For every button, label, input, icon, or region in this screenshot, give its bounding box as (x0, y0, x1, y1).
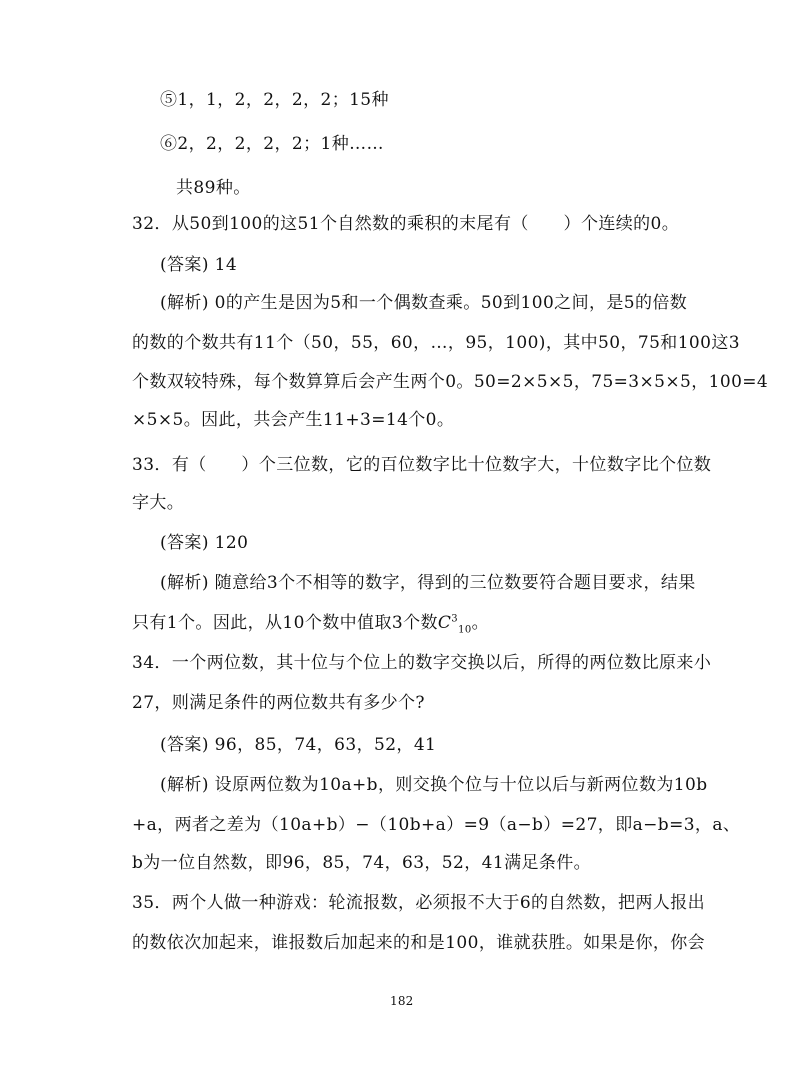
answer-label: (答案) 14 (160, 255, 238, 275)
text-line: 共89种。 (176, 178, 251, 198)
combination-sup: 3 (451, 613, 459, 625)
combination-symbol: C (437, 613, 452, 633)
text-line: ⑤1，1，2，2，2，2；15种 (160, 90, 389, 110)
analysis-line: (解析) 设原两位数为10a+b，则交换个位与十位以后与新两位数为10b (160, 775, 708, 795)
analysis-text-end: 。 (471, 613, 489, 633)
analysis-line: b为一位自然数，即96，85，74，63，52，41满足条件。 (132, 853, 592, 873)
answer-label: (答案) 120 (160, 533, 249, 553)
analysis-line: ×5×5。因此，共会产生11+3=14个0。 (132, 410, 455, 430)
answer-label: (答案) 96，85，74，63，52，41 (160, 735, 437, 755)
question-35-cont: 的数依次加起来，谁报数后加起来的和是100，谁就获胜。如果是你，你会 (132, 933, 706, 953)
combination-sub: 10 (458, 624, 472, 636)
analysis-line: (解析) 随意给3个不相等的数字，得到的三位数要符合题目要求，结果 (160, 573, 696, 593)
analysis-line: 的数的个数共有11个（50，55，60，…，95，100)，其中50，75和100这3 (132, 333, 740, 353)
analysis-line: +a，两者之差为（10a+b）−（10b+a）=9（a−b）=27，即a−b=3，a、 (132, 815, 741, 835)
analysis-line (132, 612, 489, 634)
text-line: ⑥2，2，2，2，2；1种…… (160, 134, 384, 154)
question-33-cont: 字大。 (132, 493, 185, 513)
question-34-cont: 27，则满足条件的两位数共有多少个? (132, 693, 425, 713)
question-33: 33．有（ ）个三位数，它的百位数字比十位数字大，十位数字比个位数 (132, 455, 712, 475)
question-35: 35．两个人做一种游戏：轮流报数，必须报不大于6的自然数，把两人报出 (132, 893, 706, 913)
question-34: 34．一个两位数，其十位与个位上的数字交换以后，所得的两位数比原来小 (132, 653, 712, 673)
analysis-text: 只有1个。因此，从10个数中值取3个数 (132, 613, 438, 633)
analysis-line: (解析) 0的产生是因为5和一个偶数查乘。50到100之间，是5的倍数 (160, 293, 688, 313)
page-number: 182 (390, 994, 414, 1008)
question-32: 32．从50到100的这51个自然数的乘积的末尾有（ ）个连续的0。 (132, 214, 680, 234)
analysis-line: 个数双较特殊，每个数算算后会产生两个0。50=2×5×5，75=3×5×5，100=4 (132, 372, 769, 392)
